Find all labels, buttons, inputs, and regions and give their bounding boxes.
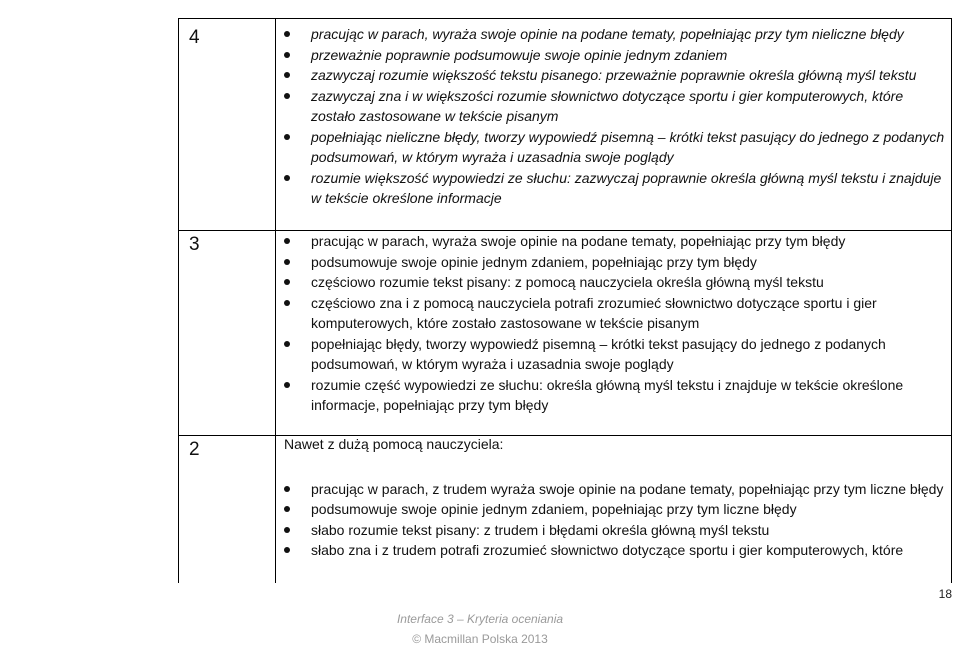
list-item: podsumowuje swoje opinie jednym zdaniem, popełniając przy tym liczne błędy [284,499,945,520]
footer-copyright: © Macmillan Polska 2013 [412,632,548,646]
grade-2-intro: Nawet z dużą pomocą nauczyciela: [284,436,504,452]
bullet-icon [284,279,290,285]
bullet-icon [284,72,290,78]
bullet-icon [284,175,290,181]
list-item: rozumie część wypowiedzi ze słuchu: określa główną myśl tekstu i znajduje w tekście określone informacje, popełniając przy tym błędy [284,375,945,416]
list-item: popełniając nieliczne błędy, tworzy wypowiedź pisemną – krótki tekst pasujący do jednego z podanych podsumowań, w którym wyraża i uzasadnia swoje poglądy [284,127,945,168]
bullet-icon [284,31,290,37]
grade-3-label: 3 [189,234,200,255]
list-item: pracując w parach, wyraża swoje opinie na podane tematy, popełniając przy tym błędy [284,231,945,252]
list-item: słabo zna i z trudem potrafi zrozumieć słownictwo dotyczące sportu i gier komputerowych, które [284,540,945,561]
bullet-icon [284,52,290,58]
bullet-icon [284,382,290,388]
list-item: częściowo rozumie tekst pisany: z pomocą nauczyciela określa główną myśl tekstu [284,272,945,293]
list-item: rozumie większość wypowiedzi ze słuchu: zazwyczaj poprawnie określa główną myśl tekstu i znajduje w tekście określone informacje [284,168,945,209]
bullet-icon [284,547,290,553]
grade-3-criteria [284,231,945,416]
grade-4-label: 4 [189,27,200,48]
criteria-table [178,18,952,583]
bullet-icon [284,134,290,140]
list-item: popełniając błędy, tworzy wypowiedź pisemną – krótki tekst pasujący do jednego z podanych podsumowań, w którym wyraża i uzasadnia swoje poglądy [284,334,945,375]
bullet-icon [284,341,290,347]
bullet-icon [284,527,290,533]
list-item: zazwyczaj zna i w większości rozumie słownictwo dotyczące sportu i gier komputerowych, które zostało zastosowane w tekście pisanym [284,86,945,127]
list-item: przeważnie poprawnie podsumowuje swoje opinie jednym zdaniem [284,45,945,66]
list-item: częściowo zna i z pomocą nauczyciela potrafi zrozumieć słownictwo dotyczące sportu i gier komputerowych, które zostało zastosowane w tekście pisanym [284,293,945,334]
bullet-icon [284,300,290,306]
bullet-icon [284,259,290,265]
bullet-icon [284,93,290,99]
page-number: 18 [938,587,952,601]
grade-2-criteria [284,434,945,561]
bullet-icon [284,238,290,244]
bullet-icon [284,506,290,512]
list-item: zazwyczaj rozumie większość tekstu pisanego: przeważnie poprawnie określa główną myśl tekstu [284,65,945,86]
bullet-icon [284,486,290,492]
list-item: podsumowuje swoje opinie jednym zdaniem, popełniając przy tym błędy [284,252,945,273]
list-item: słabo rozumie tekst pisany: z trudem i błędami określa główną myśl tekstu [284,520,945,541]
grade-2-label: 2 [189,439,200,460]
grade-4-criteria [284,24,945,209]
column-divider [275,19,276,583]
footer-title: Interface 3 – Kryteria oceniania [396,612,564,626]
list-item: pracując w parach, z trudem wyraża swoje opinie na podane tematy, popełniając przy tym liczne błędy [284,479,945,500]
list-item: pracując w parach, wyraża swoje opinie na podane tematy, popełniając przy tym nieliczne błędy [284,24,945,45]
